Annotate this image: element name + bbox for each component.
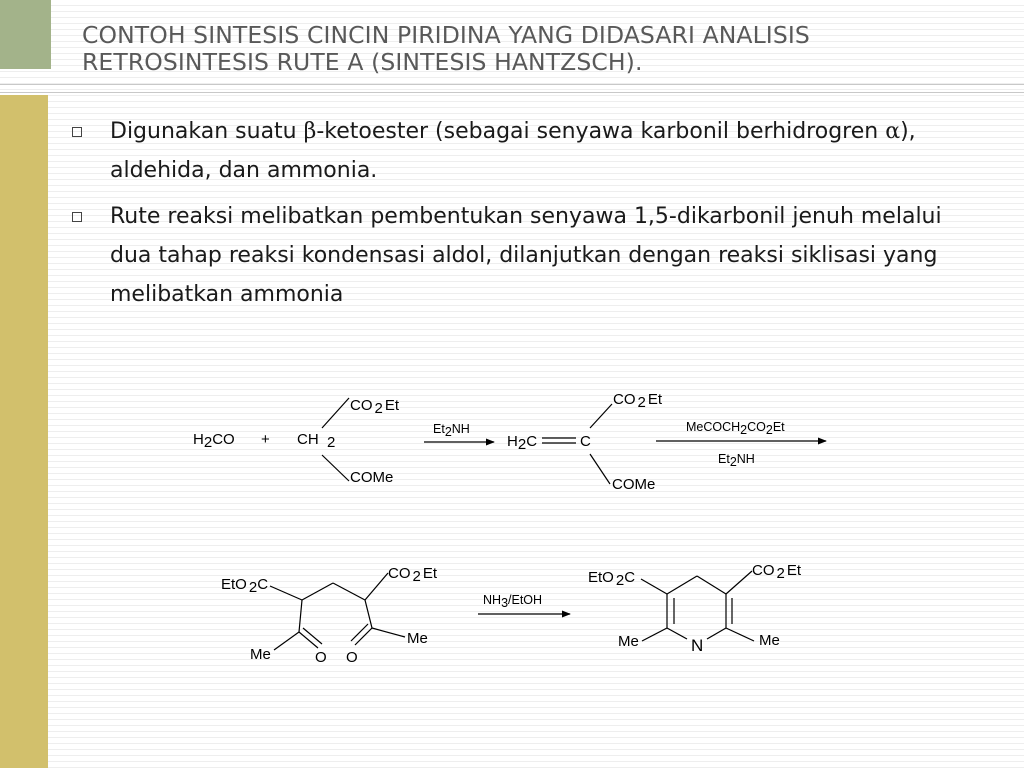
svg-text:N: N	[691, 636, 704, 655]
slide-title-line-1: CONTOH SINTESIS CINCIN PIRIDINA YANG DIDASARI ANALISIS	[82, 21, 810, 49]
svg-text:CO2Et: CO 2 Et	[388, 565, 438, 585]
alpha-symbol: α	[885, 119, 901, 144]
reaction-arrow-3	[478, 593, 570, 614]
reaction-arrow-1	[424, 422, 494, 442]
svg-text:Et2NH: Et2NH	[718, 452, 755, 469]
svg-text:H2C: H2C	[507, 433, 538, 453]
formaldehyde	[193, 431, 235, 451]
plus-sign: +	[261, 431, 270, 448]
svg-text:COMe: COMe	[350, 469, 394, 486]
slide-title-line-2: RETROSINTESIS RUTE A (SINTESIS HANTZSCH).	[82, 48, 643, 76]
svg-text:NH3/EtOH: NH3/EtOH	[483, 593, 543, 610]
svg-text:Me: Me	[407, 630, 428, 647]
svg-text:COMe: COMe	[612, 476, 656, 493]
svg-text:MeCOCH2CO2Et: MeCOCH2CO2Et	[686, 420, 785, 437]
alkylidene-intermediate	[507, 391, 663, 493]
beta-ketoester-reactant	[297, 397, 400, 486]
svg-text:CO2Et: CO 2 Et	[752, 562, 802, 582]
svg-text:2: 2	[327, 434, 336, 451]
svg-text:O: O	[315, 649, 327, 666]
svg-text:CO2Et: CO 2 Et	[613, 391, 663, 411]
reaction-arrow-2	[656, 420, 826, 469]
svg-text:CH: CH	[297, 431, 319, 448]
bullet-item-2: Rute reaksi melibatkan pembentukan senyawa 1,5-dikarbonil jenuh melalui dua tahap reaksi kondensasi aldol, dilanjutkan dengan reaksi siklisasi yang melibatkan ammonia	[72, 197, 972, 314]
svg-text:Et2NH: Et2NH	[433, 422, 470, 439]
svg-text:Me: Me	[759, 632, 780, 649]
beta-symbol: β	[303, 119, 317, 144]
svg-text:O: O	[346, 649, 358, 666]
svg-text:Me: Me	[250, 646, 271, 663]
svg-text:H2CO: H2CO	[193, 431, 235, 451]
svg-text:CO2Et: CO 2 Et	[350, 397, 400, 417]
svg-text:EtO2C: EtO 2C	[221, 576, 269, 596]
svg-text:C: C	[580, 433, 591, 450]
diketone-intermediate	[221, 565, 438, 666]
svg-text:EtO2C: EtO 2C	[588, 569, 636, 589]
bullet-item-1: Digunakan suatu β-ketoester (sebagai senyawa karbonil berhidrogren α), aldehida, dan ammonia.	[72, 112, 972, 190]
dihydropyridine-product	[588, 562, 802, 655]
svg-text:Me: Me	[618, 633, 639, 650]
